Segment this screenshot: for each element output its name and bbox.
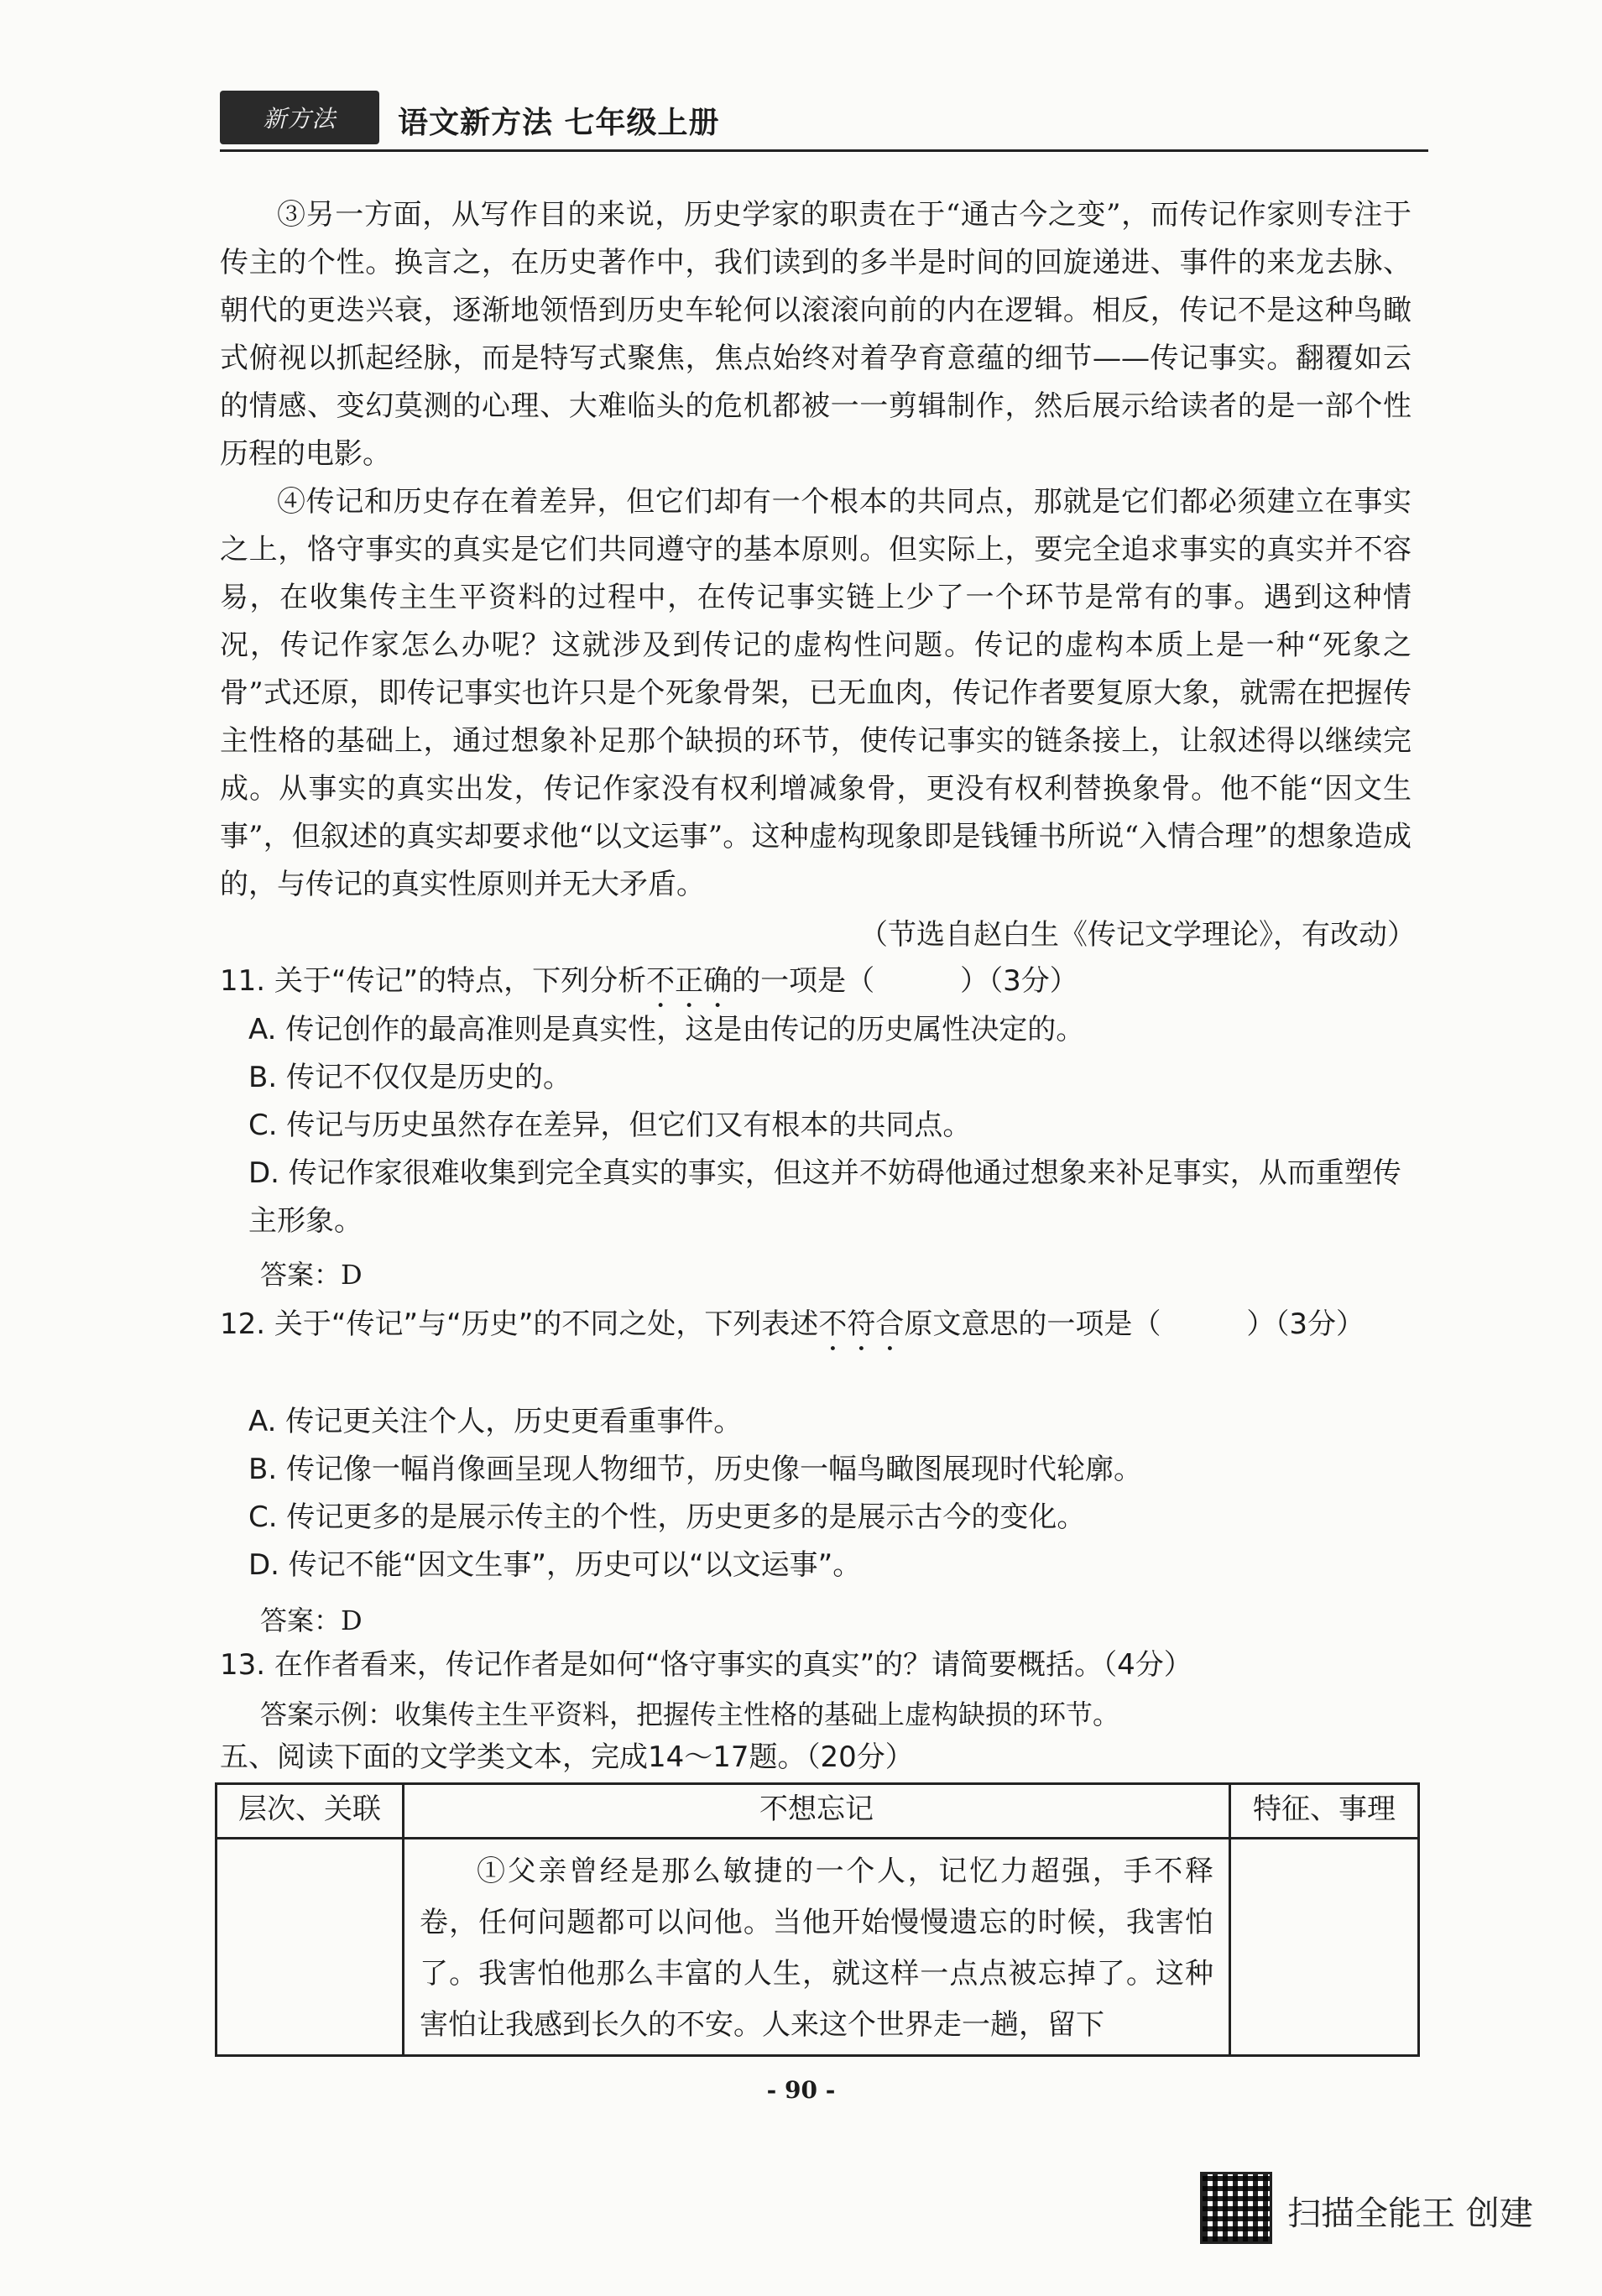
qr-code-icon [1200, 2172, 1272, 2244]
option-c: C. 传记更多的是展示传主的个性，历史更多的是展示古今的变化。 [248, 1500, 1086, 1534]
emphasis-text: 不正确 [646, 964, 733, 998]
answer: 答案：D [260, 1605, 363, 1636]
option-d: D. 传记作家很难收集到完全真实的事实，但这并不妨碍他通过想象来补足事实，从而重塑传主形象。 [248, 1156, 1401, 1238]
question-stem-end: 的一项是（ ）（3分） [732, 964, 1078, 998]
answer-example: 答案示例：收集传主生平资料，把握传主性格的基础上虚构缺损的环节。 [260, 1699, 1120, 1730]
option-d: D. 传记不能“因文生事”，历史可以“以文运事”。 [248, 1548, 862, 1582]
scanner-watermark [1200, 2172, 1552, 2247]
column-header-left: 层次、关联 [217, 1784, 404, 1839]
header-divider [220, 149, 1428, 152]
reading-table [215, 1782, 1420, 2057]
question-12 [220, 1301, 1412, 1358]
section-5-heading: 五、阅读下面的文学类文本，完成14～17题。（20分） [220, 1740, 914, 1774]
annotation-cell-right [1230, 1839, 1419, 2056]
option-a: A. 传记更关注个人，历史更看重事件。 [248, 1405, 743, 1438]
question-stem: 11. 关于“传记”的特点，下列分析 [220, 964, 647, 998]
question-stem-end: 原文意思的一项是（ ）（3分） [904, 1307, 1365, 1341]
answer: 答案：D [260, 1259, 363, 1291]
option-b: B. 传记不仅仅是历史的。 [248, 1061, 571, 1094]
watermark-text: 扫描全能王 创建 [1287, 2194, 1533, 2233]
passage-paragraph-3: ③另一方面，从写作目的来说，历史学家的职责在于“通古今之变”，而传记作家则专注于传主的个性。换言之，在历史著作中，我们读到的多半是时间的回旋递进、事件的来龙去脉、朝代的更迭兴衰，逐渐地领悟到历史车轮何以滚滚向前的内在逻辑。相反，传记不是这种鸟瞰式俯视以抓起经脉，而是特写式聚焦，焦点始终对着孕育意蕴的细节——传记事实。翻覆如云的情感、变幻莫测的心理、大难临头的危机都被一一剪辑制作，然后展示给读者的是一部个性历程的电影。 [220, 198, 1412, 471]
question-13: 13. 在作者看来，传记作者是如何“恪守事实的真实”的？请简要概括。（4分） [220, 1648, 1192, 1682]
brand-logo [220, 91, 379, 144]
option-a: A. 传记创作的最高准则是真实性，这是由传记的历史属性决定的。 [248, 1013, 1085, 1046]
article-title: 不想忘记 [404, 1784, 1230, 1839]
question-stem: 12. 关于“传记”与“历史”的不同之处，下列表述 [220, 1307, 819, 1341]
option-b: B. 传记像一幅肖像画呈现人物细节，历史像一幅鸟瞰图展现时代轮廓。 [248, 1453, 1142, 1486]
logo-text: 新方法 [263, 105, 337, 133]
annotation-cell-left [217, 1839, 404, 2056]
page-number: - 90 - [766, 2076, 836, 2104]
option-c: C. 传记与历史虽然存在差异，但它们又有根本的共同点。 [248, 1109, 972, 1142]
passage-paragraph-4: ④传记和历史存在着差异，但它们却有一个根本的共同点，那就是它们都必须建立在事实之上，恪守事实的真实是它们共同遵守的基本原则。但实际上，要完全追求事实的真实并不容易，在收集传主生平资料的过程中，在传记事实链上少了一个环节是常有的事。遇到这种情况，传记作家怎么办呢？这就涉及到传记的虚构性问题。传记的虚构本质上是一种“死象之骨”式还原，即传记事实也许只是个死象骨架，已无血肉，传记作者要复原大象，就需在把握传主性格的基础上，通过想象补足那个缺损的环节，使传记事实的链条接上，让叙述得以继续完成。从事实的真实出发，传记作家没有权利增减象骨，更没有权利替换象骨。他不能“因文生事”，但叙述的真实却要求他“以文运事”。这种虚构现象即是钱锺书所说“入情合理”的想象造成的，与传记的真实性原则并无大矛盾。 [220, 485, 1412, 901]
emphasis-text: 不符合 [818, 1307, 905, 1341]
column-header-right: 特征、事理 [1230, 1784, 1419, 1839]
passage-source: （节选自赵白生《传记文学理论》，有改动） [859, 918, 1416, 952]
article-paragraph-1: ①父亲曾经是那么敏捷的一个人，记忆力超强，手不释卷，任何问题都可以问他。当他开始慢慢遗忘的时候，我害怕了。我害怕他那么丰富的人生，就这样一点点被忘掉了。这种害怕让我感到长久的不安。人来这个世界走一趟，留下 [404, 1839, 1230, 2056]
page-header [220, 91, 1428, 154]
book-title: 语文新方法 七年级上册 [398, 106, 720, 140]
